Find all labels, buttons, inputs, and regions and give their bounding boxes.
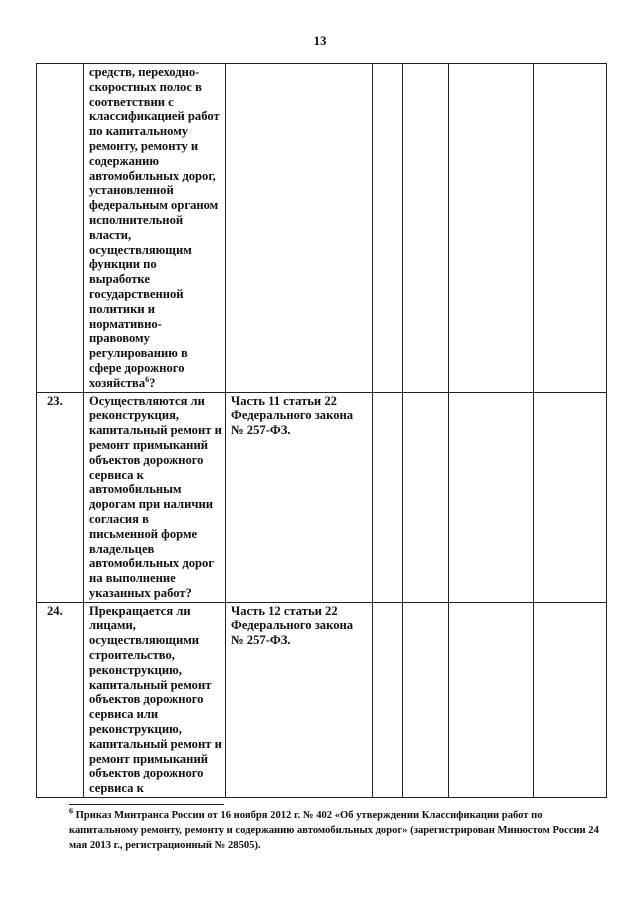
- question-line: функции по: [89, 257, 157, 272]
- question-line: скоростных полос в: [89, 79, 202, 94]
- question-line: ремонт примыканий: [89, 751, 208, 766]
- question-line: осуществляющими: [89, 633, 200, 648]
- table-row: [37, 392, 607, 602]
- question-line: капитальный ремонт и: [89, 736, 222, 751]
- row-number: 23.: [37, 392, 84, 602]
- question-line: сфере дорожного: [89, 360, 185, 375]
- question-line: лицами,: [89, 618, 136, 633]
- table-row: [37, 64, 607, 393]
- question-end: ?: [149, 375, 156, 390]
- empty-cell: [449, 64, 534, 393]
- question-line: на выполнение: [89, 571, 176, 586]
- question-line: объектов дорожного: [89, 766, 204, 781]
- empty-cell: [373, 602, 403, 797]
- question-line: установленной: [89, 183, 174, 198]
- legal-basis-cell: [226, 602, 373, 797]
- question-line: исполнительной: [89, 212, 184, 227]
- question-line: соответствии с: [89, 94, 174, 109]
- table-row: [37, 602, 607, 797]
- question-line: классификацией работ: [89, 109, 220, 124]
- footnote-separator: [69, 804, 224, 805]
- question-line: федеральным органом: [89, 198, 219, 213]
- footnote: [69, 808, 609, 853]
- empty-cell: [534, 602, 607, 797]
- question-line: нормативно-: [89, 316, 162, 331]
- question-line: Прекращается ли: [89, 603, 191, 618]
- legal-basis-line: Федерального закона: [231, 618, 354, 633]
- question-line: реконструкцию,: [89, 662, 182, 677]
- question-line: автомобильных дорог: [89, 556, 215, 571]
- empty-cell: [449, 602, 534, 797]
- question-line: выработке: [89, 272, 150, 287]
- question-line: письменной форме: [89, 526, 198, 541]
- question-line: объектов дорожного: [89, 692, 204, 707]
- question-line: содержанию: [89, 153, 160, 168]
- footnote-mark: 6: [69, 806, 73, 816]
- question-line: политики и: [89, 301, 156, 316]
- question-line: власти,: [89, 227, 132, 242]
- legal-basis-cell: [226, 392, 373, 602]
- question-line: сервиса к: [89, 467, 144, 482]
- question-line: Осуществляются ли: [89, 393, 205, 408]
- page-number: 13: [313, 33, 327, 48]
- question-line: капитальный ремонт: [89, 677, 212, 692]
- row-number: 24.: [37, 602, 84, 797]
- question-line: государственной: [89, 286, 184, 301]
- question-cell: [84, 602, 226, 797]
- question-line: реконструкцию,: [89, 722, 182, 737]
- legal-basis-line: Федерального закона: [231, 408, 354, 423]
- question-line: по капитальному: [89, 124, 189, 139]
- legal-basis-cell: [226, 64, 373, 393]
- empty-cell: [534, 64, 607, 393]
- checklist-table: [36, 63, 607, 798]
- question-line: реконструкция,: [89, 408, 180, 423]
- question-line: сервиса или: [89, 707, 159, 722]
- question-line: строительство,: [89, 648, 175, 663]
- question-line: хозяйства: [89, 375, 146, 390]
- empty-cell: [449, 392, 534, 602]
- empty-cell: [373, 392, 403, 602]
- row-number: [37, 64, 84, 393]
- question-line: ремонт примыканий: [89, 437, 208, 452]
- question-line: объектов дорожного: [89, 452, 204, 467]
- empty-cell: [534, 392, 607, 602]
- legal-basis-line: № 257-ФЗ.: [231, 633, 291, 648]
- question-line: владельцев: [89, 541, 155, 556]
- question-line: правовому: [89, 331, 150, 346]
- question-line: дорогам при наличии: [89, 497, 213, 512]
- footnote-text: Приказ Минтранса России от 16 ноября 2012 г. № 402 «Об утверждении Классификации работ по капитальному ремонту, ремонту и содержанию автомобильных дорог» (зарегистрирован Минюстом России 24 мая 2013 г., регистрационный № 28505).: [69, 810, 599, 851]
- legal-basis-line: № 257-ФЗ.: [231, 423, 291, 438]
- legal-basis-line: Часть 12 статьи 22: [231, 603, 338, 618]
- question-line: автомобильных дорог,: [89, 168, 216, 183]
- empty-cell: [403, 64, 449, 393]
- legal-basis-line: Часть 11 статьи 22: [231, 393, 337, 408]
- question-line: автомобильным: [89, 482, 182, 497]
- question-line: капитальный ремонт и: [89, 423, 222, 438]
- question-line: указанных работ?: [89, 585, 192, 600]
- question-line: осуществляющим: [89, 242, 192, 257]
- question-line: согласия в: [89, 511, 149, 526]
- empty-cell: [373, 64, 403, 393]
- question-line: регулированию в: [89, 346, 188, 361]
- footnote-ref[interactable]: 6: [145, 374, 150, 384]
- question-cell: [84, 392, 226, 602]
- question-line-wrap: [89, 376, 220, 391]
- question-line: сервиса к: [89, 781, 144, 796]
- question-line: ремонту, ремонту и: [89, 138, 199, 153]
- empty-cell: [403, 392, 449, 602]
- empty-cell: [403, 602, 449, 797]
- question-cell: [84, 64, 226, 393]
- question-line: средств, переходно-: [89, 65, 200, 79]
